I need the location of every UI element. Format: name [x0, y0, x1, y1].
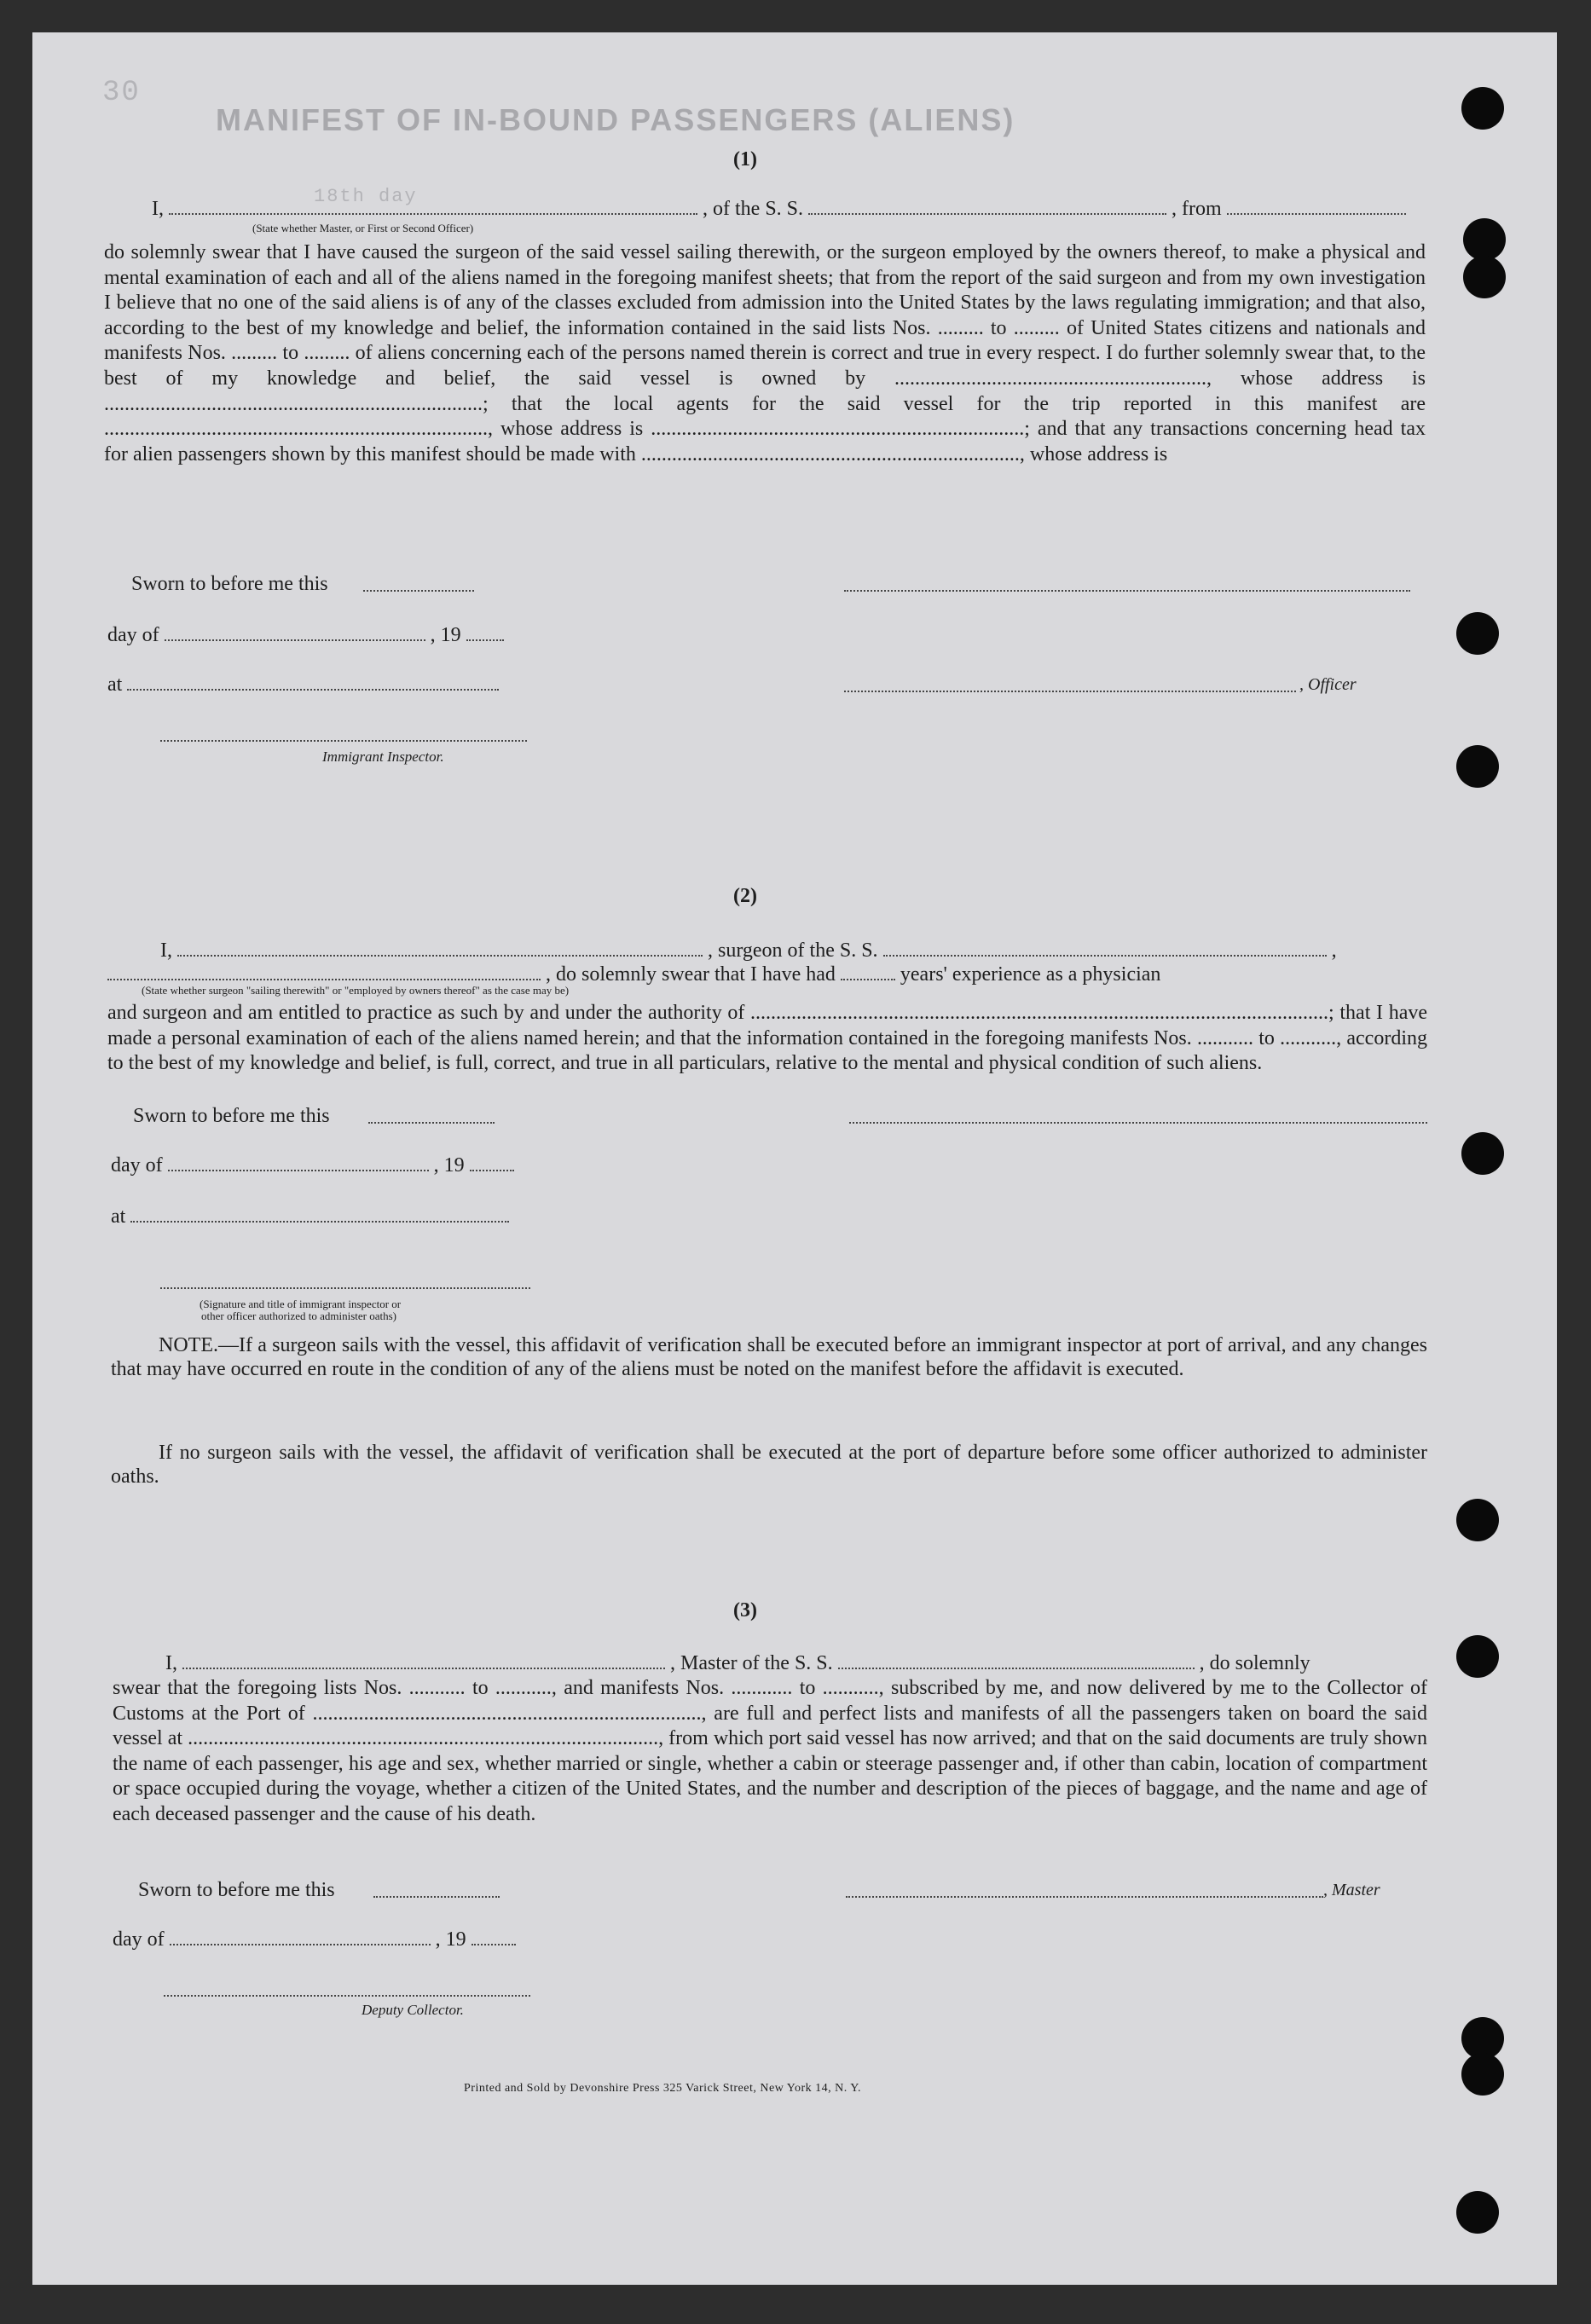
deputy-collector-label: Deputy Collector. — [362, 2002, 464, 2018]
section-3-number: (3) — [733, 1599, 757, 1622]
punch-hole — [1456, 1499, 1499, 1541]
section-3-oath-text: swear that the foregoing lists Nos. ........... to ..........., and manifests Nos. ............ to ..........., subscribed by me, and now delivered by me to the Collector of Customs at the Port of ............................................................................, are full and perfect lists and manifests of all the passengers taken on board the said vessel at ............................................................................................, from which port said vessel has now arrived; and that on the said documents are truly shown the name of each passenger, his age and sex, whether married or single, whether a cabin or steerage passenger and, if other than cabin, location of compartment or space occupied during the voyage, whether a citizen of the United States, and the number and description of the pieces of baggage, and the name and age of each deceased passenger and the cause of his death. — [113, 1677, 1427, 1825]
officer-rank-note: (State whether Master, or First or Second Officer) — [252, 222, 474, 234]
officer-signature-line — [844, 588, 1410, 592]
manifest-page — [32, 32, 1557, 2285]
section-1-oath-text: do solemnly swear that I have caused the surgeon of the said vessel sailing therewith, or the surgeon employed by the owners thereof, to make a physical and mental examination of each and all of the aliens named in the foregoing manifest sheets; that from the report of the said surgeon and from my own investigation I believe that no one of the said aliens is of any of the classes excluded from admission into the United States by the laws regulating immigration; and that also, according to the best of my knowledge and belief, the information contained in the said lists Nos. ......... to ......... of United States citizens and nationals and manifests Nos. ......... to ......... of aliens concerning each of the persons named therein is correct and true in every respect. I do further solemnly swear that, to the best of my knowledge and belief, the said vessel is owned by ............................................................., whose address is ..........................................................................; that the local agents for the said vessel for the trip reported in this manifest are ..........................................................................., whose address is .........................................................................; and that any transactions concerning head tax for alien passengers shown by this manifest should be made with .........................................................................., whose address is — [104, 241, 1426, 465]
inspector-signature-line — [160, 738, 527, 742]
verifier-signature-line — [160, 1286, 530, 1289]
surgeon-signature-line — [849, 1120, 1427, 1124]
section-2-line-1: I, , surgeon of the S. S. , — [160, 939, 1337, 962]
printer-imprint: Printed and Sold by Devonshire Press 325 Varick Street, New York 14, N. Y. — [464, 2082, 862, 2095]
day-of-label-2: day of , 19 — [111, 1153, 514, 1178]
section-2-oath-text: and surgeon and am entitled to practice as such by and under the authority of .................................................................................................................; that I have made a personal examination of each of the aliens named herein; and that the information contained in the foregoing manifests Nos. ........... to ..........., according to the best of my knowledge and belief, is full, correct, and true in all particulars, relative to the mental and physical condition of such aliens. — [107, 1002, 1427, 1075]
day-of-label-3: day of , 19 — [113, 1927, 516, 1952]
punch-hole — [1456, 2191, 1499, 2234]
punch-hole — [1456, 1635, 1499, 1678]
punch-hole — [1461, 1132, 1504, 1175]
punch-hole — [1456, 745, 1499, 788]
punch-hole — [1463, 256, 1506, 298]
punch-hole — [1456, 612, 1499, 655]
section-2-number: (2) — [733, 885, 757, 907]
surgeon-type-note: (State whether surgeon "sailing therewith" or "employed by owners thereof" as the case may be) — [142, 984, 570, 997]
section-3-line-1: I, , Master of the S. S. , do solemnly — [165, 1652, 1310, 1674]
sworn-label-1: Sworn to before me this — [131, 573, 328, 595]
immigrant-inspector-label: Immigrant Inspector. — [322, 749, 444, 765]
sworn-label-3: Sworn to before me this — [138, 1879, 335, 1901]
master-label: , Master — [1323, 1881, 1380, 1899]
section-1-number: (1) — [733, 148, 757, 171]
section-1-line-1: I, , of the S. S. , from — [152, 196, 1406, 222]
section-2-line-2: , do solemnly swear that I have had years' experience as a physician — [107, 962, 1160, 987]
at-label-2: at — [111, 1204, 509, 1229]
signature-note-line-1: (Signature and title of immigrant inspector or — [200, 1298, 402, 1310]
ghost-manifest-title: MANIFEST OF IN-BOUND PASSENGERS (ALIENS) — [216, 102, 1015, 137]
master-signature-line — [846, 1894, 1323, 1898]
at-label-1: at — [107, 672, 499, 697]
sworn-label-2: Sworn to before me this — [133, 1105, 330, 1127]
collector-signature-line — [164, 1993, 530, 1997]
signature-note-line-2: other officer authorized to administer oaths) — [201, 1309, 396, 1322]
punch-hole — [1461, 2053, 1504, 2096]
note-no-surgeon: If no surgeon sails with the vessel, the affidavit of verification shall be executed at the port of departure before some officer authorized to administer oaths. — [111, 1442, 1427, 1488]
ghost-date: 18th day — [314, 186, 418, 207]
day-of-label-1: day of , 19 — [107, 622, 504, 648]
punch-hole — [1463, 218, 1506, 261]
folio-number: 30 — [102, 77, 141, 109]
officer-label: , Officer — [1299, 675, 1357, 694]
note-surgeon-sails: NOTE.—If a surgeon sails with the vessel, this affidavit of verification shall be executed before an immigrant inspector at port of arrival, and any changes that may have occurred en route in the condition of any of the aliens must be noted on the manifest before the affidavit is executed. — [111, 1334, 1427, 1380]
punch-hole — [1461, 87, 1504, 130]
